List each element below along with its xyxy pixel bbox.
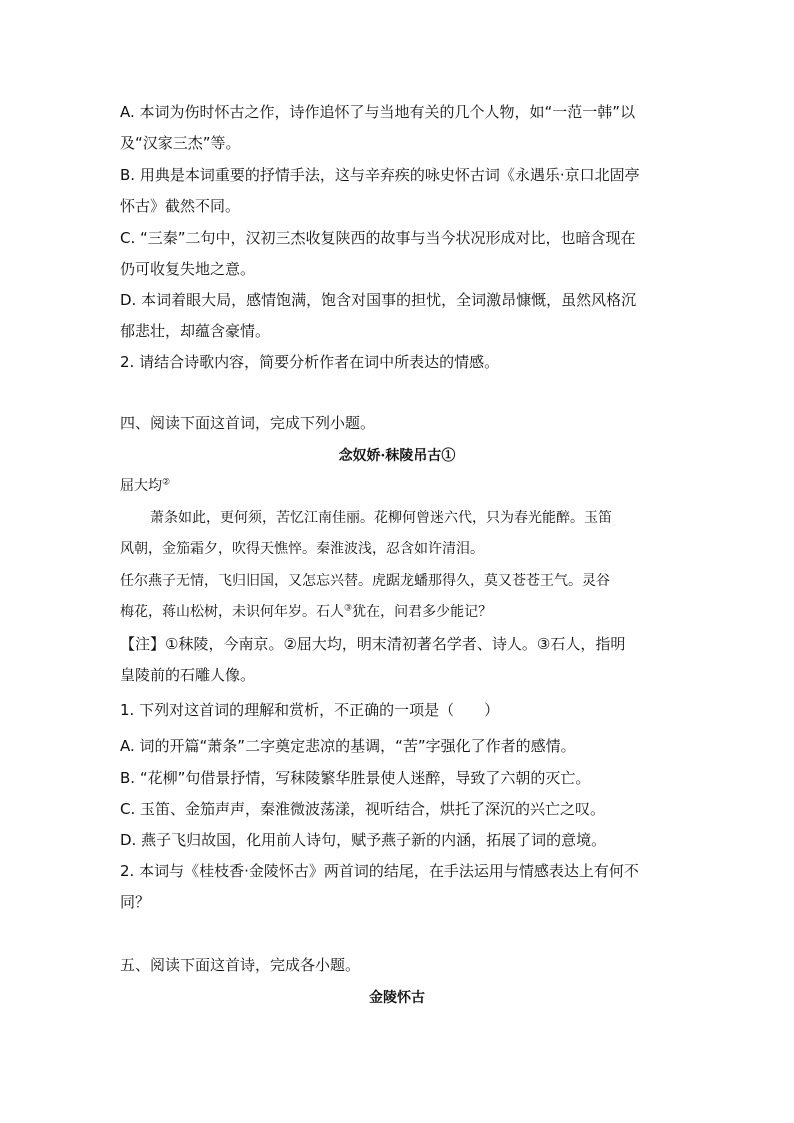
option-c-line-1: C. “三秦”二句中，汉初三杰收复陕西的故事与当今状况形成对比，也暗含现在 — [120, 229, 636, 247]
poem-line-1: 萧条如此，更何须，苦忆江南佳丽。花柳何曾迷六代，只为春光能醉。玉笛 — [150, 510, 612, 526]
poem-title: 念奴娇·秣陵吊古① — [338, 448, 456, 464]
poem-line-4 — [120, 602, 492, 622]
question-1: 1. 下列对这首词的理解和赏析，不正确的一项是（ ） — [120, 701, 500, 719]
option-a-line-1: A. 本词为伤时怀古之作，诗作追怀了与当地有关的几个人物，如“一范一韩”以 — [120, 103, 636, 121]
question-1-option-a: A. 词的开篇“萧条”二字奠定悲凉的基调，“苦”字强化了作者的感情。 — [120, 737, 576, 755]
author-name: 屈大均 — [120, 478, 162, 494]
section-5-heading: 五、阅读下面这首诗，完成各小题。 — [120, 956, 361, 974]
question-1-option-c: C. 玉笛、金笳声声，秦淮微波荡漾，视听结合，烘托了深沉的兴亡之叹。 — [120, 800, 606, 818]
option-c-line-2: 仍可收复失地之意。 — [120, 260, 256, 278]
option-d-line-1: D. 本词着眼大局，感情饱满，饱含对国事的担忧，全词激昂慷慨，虽然风格沉 — [120, 291, 637, 309]
question-2-line-2: 同？ — [120, 893, 151, 911]
note-line-2: 皇陵前的石雕人像。 — [120, 666, 256, 684]
note-line-1: 【注】①秣陵，今南京。②屈大均，明末清初著名学者、诗人。③石人，指明 — [120, 635, 626, 653]
poem-title-2: 金陵怀古 — [369, 990, 425, 1006]
option-b-line-2: 怀古》截然不同。 — [120, 197, 241, 215]
option-b-line-1: B. 用典是本词重要的抒情手法，这与辛弃疾的咏史怀古词《永遇乐·京口北固亭 — [120, 166, 640, 184]
poem-line-4a: 梅花，蒋山松树，未识何年岁。石人 — [120, 604, 344, 620]
stone-footnote-mark: ③ — [344, 603, 353, 614]
question-1-option-d: D. 燕子飞归故国，化用前人诗句，赋予燕子新的内涵，拓展了词的意境。 — [120, 831, 607, 849]
question-2: 2. 请结合诗歌内容，简要分析作者在词中所表达的情感。 — [120, 353, 500, 371]
poem-line-3: 任尔燕子无情，飞归旧国，又怎忘兴替。虎踞龙蟠那得久，莫又苍苍王气。灵谷 — [120, 573, 610, 589]
question-2-line-1: 2. 本词与《桂枝香·金陵怀古》两首词的结尾，在手法运用与情感表达上有何不 — [120, 862, 639, 880]
question-1-option-b: B. “花柳”句借景抒情，写秣陵繁华胜景使人迷醉，导致了六朝的灭亡。 — [120, 769, 591, 787]
poem-line-2: 风朝，金笳霜夕，吹得天憔悴。秦淮波浅，忍含如许清泪。 — [120, 541, 484, 557]
option-d-line-2: 郁悲壮，却蕴含豪情。 — [120, 322, 271, 340]
option-a-line-2: 及“汉家三杰”等。 — [120, 134, 241, 152]
poem-author — [120, 476, 170, 496]
poem-line-4b: 犹在，问君多少能记？ — [352, 604, 493, 620]
section-4-heading: 四、阅读下面这首词，完成下列小题。 — [120, 414, 376, 432]
author-footnote-mark: ② — [162, 477, 171, 488]
